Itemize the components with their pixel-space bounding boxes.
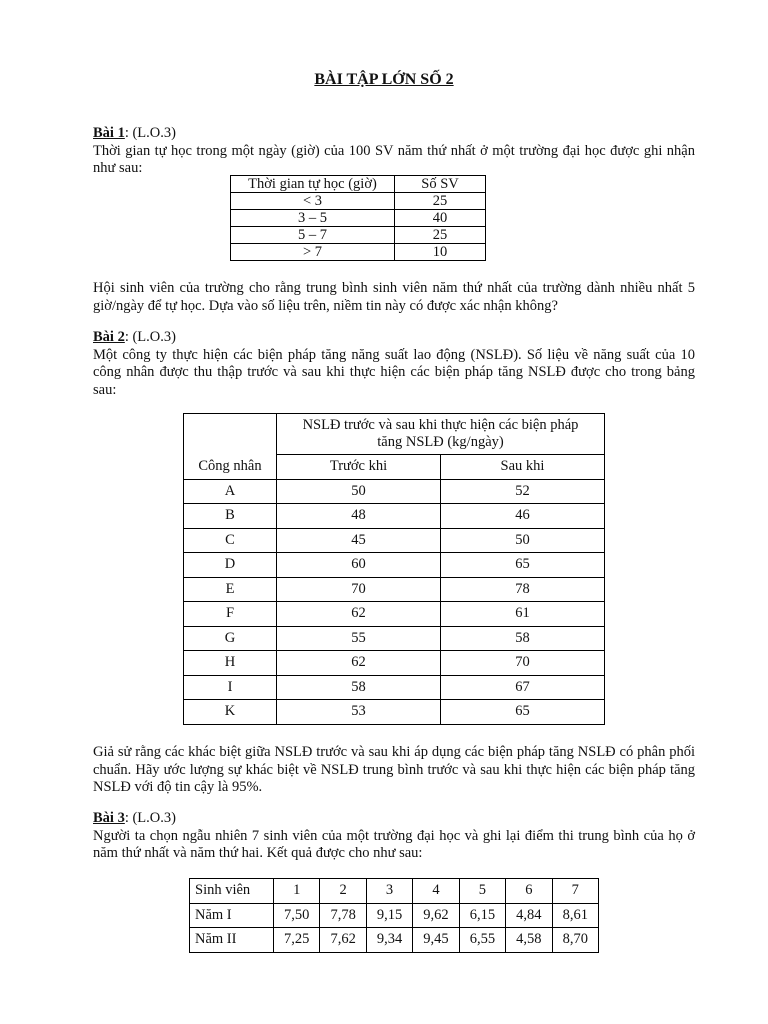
table-cell: 9,34 [366, 928, 412, 953]
table-cell: K [184, 700, 277, 725]
table-row [184, 675, 605, 700]
study-time-table [230, 175, 486, 261]
table-row [231, 193, 486, 210]
table-cell: Năm I [190, 903, 274, 928]
table-cell: 4,84 [506, 903, 552, 928]
table-cell: 6,15 [459, 903, 505, 928]
table-row [231, 227, 486, 244]
table-cell: G [184, 626, 277, 651]
table-cell: A [184, 479, 277, 504]
table-cell: 65 [441, 700, 605, 725]
table-header-cell: Số SV [395, 176, 486, 193]
table-cell: 10 [395, 244, 486, 261]
exercise-2-label: Bài 2 [93, 329, 125, 345]
table-row [184, 528, 605, 553]
table-cell: 78 [441, 577, 605, 602]
exercise-1-lo: : (L.O.3) [124, 125, 176, 141]
table-cell: 9,62 [413, 903, 459, 928]
page-title: BÀI TẬP LỚN SỐ 2 [314, 71, 454, 88]
table-row [184, 602, 605, 627]
exercise-2-lo: : (L.O.3) [124, 329, 176, 345]
table-header-cell: 6 [506, 879, 552, 904]
exercise-1-intro: Thời gian tự học trong một ngày (giờ) của 100 SV năm thứ nhất ở một trường đại học được ghi nhận như sau: [93, 142, 695, 176]
table-cell: 25 [395, 227, 486, 244]
exercise-3-label: Bài 3 [93, 810, 125, 826]
table-row [190, 928, 599, 953]
table-cell: Năm II [190, 928, 274, 953]
table-header-cell: 5 [459, 879, 505, 904]
table-cell: 55 [277, 626, 441, 651]
table-cell: 48 [277, 504, 441, 529]
exercise-3-lo: : (L.O.3) [124, 810, 176, 826]
table-header-cell: 4 [413, 879, 459, 904]
table-header-cell: Thời gian tự học (giờ) [231, 176, 395, 193]
exercise-1-heading [93, 125, 695, 143]
table-cell: 62 [277, 602, 441, 627]
table-cell: 7,78 [320, 903, 366, 928]
table-cell: 58 [441, 626, 605, 651]
table-cell: 53 [277, 700, 441, 725]
exercise-1-question: Hội sinh viên của trường cho rằng trung bình sinh viên năm thứ nhất của trường dành nhiều nhất 5 giờ/ngày để tự học. Dựa vào số liệu trên, niềm tin này có được xác nhận không? [93, 280, 695, 314]
table-cell: 46 [441, 504, 605, 529]
table-header-cell: Sinh viên [190, 879, 274, 904]
table-row [184, 504, 605, 529]
table-cell: F [184, 602, 277, 627]
table-header-row [190, 879, 599, 904]
table-cell: 70 [441, 651, 605, 676]
table-cell: B [184, 504, 277, 529]
table-header-cell: 7 [552, 879, 598, 904]
table-cell: 67 [441, 675, 605, 700]
table-header-cell: Công nhân [184, 414, 277, 480]
grades-table [189, 878, 599, 953]
table-cell: 9,15 [366, 903, 412, 928]
table-header-row [184, 414, 605, 455]
exercise-3-heading [93, 810, 695, 828]
exercise-1-label: Bài 1 [93, 125, 125, 141]
table-row [184, 651, 605, 676]
table-cell: 62 [277, 651, 441, 676]
table-row [184, 626, 605, 651]
exercise-2-question-block [93, 744, 695, 797]
table-row [231, 244, 486, 261]
table-cell: D [184, 553, 277, 578]
exercise-1-question-block [93, 280, 695, 315]
exercise-2-question: Giả sử rằng các khác biệt giữa NSLĐ trước và sau khi áp dụng các biện pháp tăng NSLĐ có phân phối chuẩn. Hãy ước lượng sự khác biệt về NSLĐ trung bình trước và sau khi thực hiện các biện pháp tăng NSLĐ với độ tin cậy là 95%. [93, 744, 695, 795]
exercise-2 [93, 329, 695, 399]
table-row [184, 553, 605, 578]
table-cell: > 7 [231, 244, 395, 261]
table-header-cell: 1 [274, 879, 320, 904]
table-cell: I [184, 675, 277, 700]
table-row [231, 210, 486, 227]
table-cell: H [184, 651, 277, 676]
table-cell: 45 [277, 528, 441, 553]
exercise-3 [93, 810, 695, 863]
table-cell: 8,61 [552, 903, 598, 928]
table-cell: 4,58 [506, 928, 552, 953]
table-row [184, 479, 605, 504]
table-header-cell: 3 [366, 879, 412, 904]
table-row [190, 903, 599, 928]
table-cell: 50 [277, 479, 441, 504]
exercise-3-intro: Người ta chọn ngẫu nhiên 7 sinh viên của một trường đại học và ghi lại điểm thi trung bình của họ ở năm thứ nhất và năm thứ hai. Kết quả được cho như sau: [93, 827, 695, 861]
table-header-cell: 2 [320, 879, 366, 904]
table-cell: 50 [441, 528, 605, 553]
exercise-1 [93, 125, 695, 178]
table-cell: 70 [277, 577, 441, 602]
table-header-cell: Sau khi [441, 455, 605, 480]
table-cell: 58 [277, 675, 441, 700]
table-cell: E [184, 577, 277, 602]
table-cell: 7,50 [274, 903, 320, 928]
exercise-2-intro: Một công ty thực hiện các biện pháp tăng năng suất lao động (NSLĐ). Số liệu về năng suất của 10 công nhân được thu thập trước và sau khi thực hiện các biện pháp tăng NSLĐ được cho trong bảng sau: [93, 346, 695, 398]
table-cell: 65 [441, 553, 605, 578]
table-cell: 3 – 5 [231, 210, 395, 227]
table-cell: 7,62 [320, 928, 366, 953]
table-cell: 40 [395, 210, 486, 227]
table-header-cell: Trước khi [277, 455, 441, 480]
table-cell: 5 – 7 [231, 227, 395, 244]
table-cell: 6,55 [459, 928, 505, 953]
table-group-header: NSLĐ trước và sau khi thực hiện các biện pháp tăng NSLĐ (kg/ngày) [277, 414, 605, 455]
exercise-2-heading [93, 329, 695, 347]
table-cell: C [184, 528, 277, 553]
table-cell: 7,25 [274, 928, 320, 953]
table-cell: 60 [277, 553, 441, 578]
table-header-row [231, 176, 486, 193]
table-cell: 8,70 [552, 928, 598, 953]
productivity-table [183, 413, 605, 725]
table-cell: 25 [395, 193, 486, 210]
table-cell: 9,45 [413, 928, 459, 953]
table-cell: 61 [441, 602, 605, 627]
table-cell: 52 [441, 479, 605, 504]
table-row [184, 700, 605, 725]
table-row [184, 577, 605, 602]
table-cell: < 3 [231, 193, 395, 210]
